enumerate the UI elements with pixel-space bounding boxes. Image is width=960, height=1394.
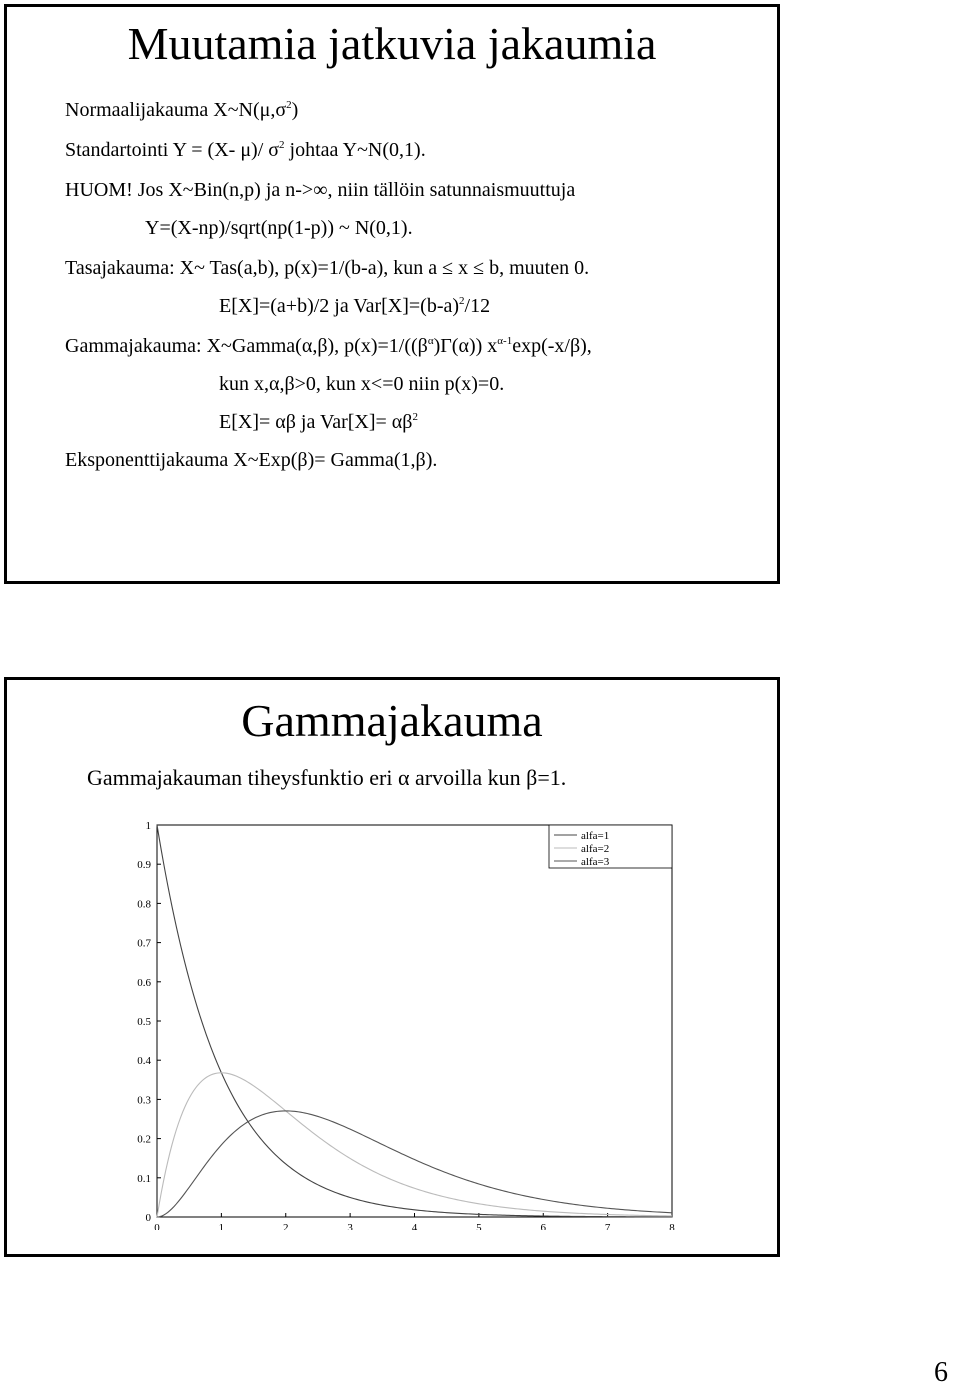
slide-title: Gammajakauma — [241, 695, 543, 746]
gamma-moments-line: E[X]= αβ ja $Var[X]= \alpha\beta^2$ — [219, 411, 418, 433]
x-tick-label: 2 — [283, 1222, 289, 1230]
gamma-distribution-line: Gammajakauma: X~Gamma(α,β), $p(x)=1/((\beta^\alpha)\Gamma(\alpha))$ $x^{\alpha-1}\exp(-x/\beta)$, — [65, 335, 592, 357]
x-tick-label: 6 — [540, 1222, 546, 1230]
chart-caption: Gammajakauman tiheysfunktio eri α arvoilla kun β=1. — [87, 765, 567, 790]
y-tick-label: 0.5 — [137, 1016, 151, 1028]
x-tick-label: 3 — [347, 1222, 353, 1230]
y-tick-label: 0.1 — [137, 1172, 151, 1185]
page-number: 6 — [934, 1357, 948, 1388]
uniform-distribution-line: Tasajakauma: X~ Tas(a,b), p(x)=1/(b-a), kun a ≤ x ≤ b, muuten 0. — [65, 257, 590, 279]
legend-label: alfa=1 — [581, 830, 610, 842]
series-line-alfa-1 — [157, 825, 672, 1217]
legend-label: alfa=3 — [581, 856, 610, 868]
standardization-line: Standartointi Y = (X- μ)/ $\sigma^2$ johtaa Y~N(0,1). — [65, 139, 426, 161]
y-tick-label: 0.2 — [137, 1133, 151, 1146]
y-tick-label: 0.3 — [137, 1094, 151, 1107]
x-tick-label: 8 — [669, 1222, 675, 1230]
x-tick-label: 7 — [604, 1222, 611, 1230]
y-tick-label: 0 — [145, 1212, 151, 1224]
exponential-distribution-line: Eksponenttijakauma X~Exp(β)= Gamma(1,β). — [65, 449, 438, 471]
x-tick-label: 4 — [411, 1222, 418, 1230]
slide-1 — [4, 4, 780, 584]
y-tick-label: 0.4 — [137, 1055, 151, 1068]
slide-title: Muutamia jatkuvia jakaumia — [127, 18, 657, 69]
x-tick-label: 1 — [218, 1222, 225, 1230]
x-tick-label: 5 — [476, 1222, 482, 1230]
plot-frame — [157, 825, 672, 1217]
y-tick-label: 0.6 — [137, 976, 151, 989]
gamma-density-chart — [107, 810, 687, 1230]
y-tick-label: 0.8 — [137, 898, 151, 911]
note-line: HUOM! Jos X~Bin(n,p) ja n->∞, niin tällöin satunnaismuuttuja — [65, 179, 576, 201]
gamma-condition-line: kun x,α,β>0, kun x<=0 niin p(x)=0. — [219, 373, 505, 395]
x-tick-label: 0 — [154, 1222, 160, 1230]
note-line-2: Y=(X-np)/sqrt(np(1-p)) ~ N(0,1). — [145, 217, 413, 239]
y-tick-label: 0.9 — [137, 859, 151, 872]
legend-label: alfa=2 — [581, 843, 610, 855]
normal-distribution-line: Normaalijakauma $X\sim N(\mu,\sigma^2)$ — [65, 99, 299, 121]
uniform-moments-line: E[X]=(a+b)/2 ja $Var[X]=(b-a)^2/12$ — [219, 295, 491, 317]
y-tick-label: 1 — [145, 820, 151, 832]
series-line-alfa-3 — [157, 1111, 672, 1217]
series-line-alfa-2 — [157, 1073, 672, 1217]
slide-2 — [4, 677, 780, 1257]
y-tick-label: 0.7 — [137, 937, 151, 950]
